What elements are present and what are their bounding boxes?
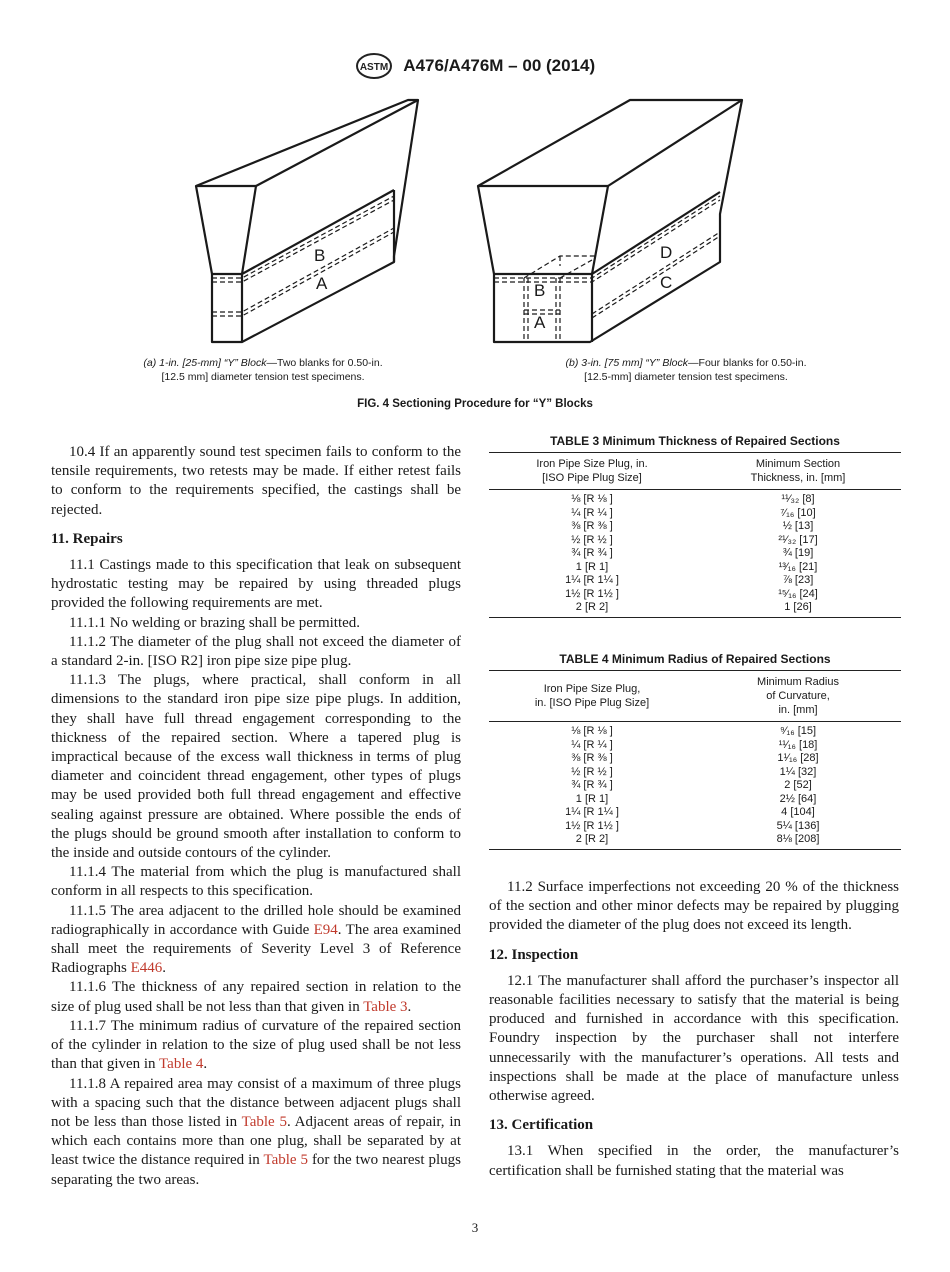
table-cell: 2 [R 2] (489, 601, 695, 617)
table-row (489, 793, 901, 807)
paragraph-11-1-5-text: 11.1.5 The area adjacent to the drilled hole should be examined radiographically in accordance with Guide (51, 902, 461, 938)
table-cell: ¹³⁄₁₆ [21] (778, 560, 818, 573)
table-cell: ¹⁵⁄₁₆ [24] (778, 587, 818, 600)
paragraph-10-4: 10.4 If an apparently sound test specimen fails to conform to the tensile requirements, two retests may be made. If either retest fails to conform to the requirements specified, the castings shall be rejected. (51, 444, 461, 518)
table-cell: 1 [R 1] (575, 560, 609, 573)
table-row (489, 752, 901, 766)
paragraph-11-1-8-text: 11.1.8 A repaired area may consist of a maximum of three plugs with a spacing such that the distance between adjacent plugs shall not be less than those listed in (51, 1075, 461, 1130)
table-cell: ¹¹⁄₁₆ [18] (778, 738, 818, 751)
table-cell: ⅛ [R ⅛ ] (571, 725, 613, 737)
caption-b-line2: [12.5-mm] diameter tension test specimens. (584, 371, 788, 383)
caption-b-title: 3-in. [75 mm] “Y” Block (581, 357, 689, 369)
paragraph-11-1-7-text: 11.1.7 The minimum radius of curvature of the repaired section of the cylinder in relation to the size of plug used shall be not less than that given in (51, 1017, 461, 1073)
table-cell: 1½ [R 1½ ] (565, 587, 619, 600)
table-4-header-plug (489, 671, 695, 722)
paragraph-13-1: 13.1 When specified in the order, the manufacturer’s certification shall be furnished stating that the material was (489, 1143, 899, 1179)
header-line: Iron Pipe Size Plug, in. (536, 458, 648, 470)
figure-title: FIG. 4 Sectioning Procedure for “Y” Blocks (357, 398, 593, 410)
paragraph-11-1-6-end: . (407, 998, 412, 1015)
header-line: [ISO Pipe Plug Size] (542, 472, 642, 484)
table-cell: ¾ [R ¾ ] (571, 547, 613, 559)
table-row (489, 507, 901, 521)
astm-logo-text: ASTM (359, 62, 389, 73)
table-cell: 4 [104] (781, 806, 815, 818)
table-cell: 1½ [R 1½ ] (565, 819, 619, 832)
paragraph-11-1-2: 11.1.2 The diameter of the plug shall not exceed the diameter of a standard 2-in. [ISO R2] iron pipe size pipe plug. (51, 633, 461, 670)
paragraph-11-1-5-text2: . The area examined shall meet the requirements of Severity Level 3 of Reference Radiographs (51, 921, 462, 977)
table-cell: 8⅛ [208] (695, 833, 901, 849)
link-table-4[interactable]: Table 4 (159, 1056, 204, 1073)
blank-c-label: C (660, 273, 673, 292)
table-cell: ½ [R ½ ] (571, 533, 613, 546)
caption-a-text: —Two blanks for 0.50-in. (266, 357, 383, 369)
header-line: Minimum Radius (757, 676, 839, 688)
paragraph-11-1-6-text: 11.1.6 The thickness of any repaired section in relation to the size of plug used shall be not less than that given in (51, 979, 461, 1015)
header-line: Minimum Section (755, 458, 841, 470)
table-row (489, 561, 901, 575)
table-cell: ⅞ [23] (782, 574, 814, 586)
link-e446[interactable]: E446 (130, 960, 163, 977)
table-cell: ½ [13] (782, 520, 814, 532)
table-row (489, 588, 901, 602)
table-cell: ⁹⁄₁₆ [15] (779, 725, 817, 737)
figure-panel-b (474, 96, 744, 348)
paragraph-11-1-6 (51, 978, 461, 1016)
table-3-header-thickness (695, 453, 901, 490)
table-cell: 1 [R 1] (575, 792, 609, 805)
paragraph-11-1-5-end: . (162, 960, 166, 977)
caption-panel-b (541, 356, 831, 384)
table-cell: ¼ [R ¼ ] (571, 738, 613, 751)
paragraph-12-1: 12.1 The manufacturer shall afford the purchaser’s inspector all reasonable facilities necessary to satisfy that the material is being produced and furnished in accordance with this specification. Foundry inspection by the purchaser shall not interfere unnecessarily with the manufacturer’s operations. All tests and inspections shall be made at the place of manufacture unless otherwise agreed. (489, 972, 899, 1105)
table-cell: 5¼ [136] (776, 819, 820, 832)
header-line: Thickness, in. [mm] (750, 472, 846, 484)
caption-a-label: (a) (143, 357, 157, 369)
table-cell: 2 [52] (784, 779, 812, 791)
paragraph-11-1-8-text2: . Adjacent areas of repair, in which each contains more than one plug, shall be separated by at least twice the distance required in (51, 1113, 461, 1169)
right-column (489, 878, 899, 1181)
table-cell: ¾ [R ¾ ] (571, 779, 613, 791)
section-heading-certification: 13. Certification (489, 1117, 594, 1134)
table-row (489, 601, 901, 617)
page-header (0, 52, 950, 80)
figure-panel-a (190, 96, 420, 348)
paragraph-11-1-8 (51, 1075, 461, 1190)
table-cell: ¾ [19] (782, 547, 814, 559)
paragraph-11-1: 11.1 Castings made to this specification that leak on subsequent hydrostatic testing may be repaired by using threaded plugs provided the following requirements are met. (51, 557, 461, 612)
blank-b-label: B (314, 246, 326, 265)
table-4-header-radius (695, 671, 901, 722)
paragraph-11-1-7 (51, 1017, 461, 1075)
table-row (489, 766, 901, 780)
table-row (489, 806, 901, 820)
table-3-header-plug (489, 453, 695, 490)
link-table-5[interactable]: Table 5 (241, 1113, 287, 1130)
paragraph-11-1-8-end: for the two nearest plugs separating the two areas. (51, 1152, 461, 1188)
table-cell: 2 [R 2] (489, 833, 695, 849)
table-4-grid (489, 670, 901, 850)
paragraph-11-1-7-end: . (203, 1056, 208, 1073)
caption-panel-a (118, 356, 408, 384)
table-row (489, 739, 901, 753)
table-row (489, 833, 901, 849)
table-row (489, 490, 901, 507)
table-row (489, 722, 901, 739)
table-cell: ⅜ [R ⅜ ] (571, 520, 613, 532)
caption-b-text: —Four blanks for 0.50-in. (688, 357, 807, 369)
left-column (51, 443, 461, 1190)
paragraph-11-2: 11.2 Surface imperfections not exceeding 20 % of the thickness of the section and other minor defects may be repaired by plugging provided the diameter of the plug does not exceed its length. (489, 879, 899, 934)
table-row (489, 520, 901, 534)
table-3-title: TABLE 3 Minimum Thickness of Repaired Sections (550, 434, 840, 448)
table-cell: ⁷⁄₁₆ [10] (780, 506, 816, 519)
table-cell: 1¼ [R 1¼ ] (565, 574, 619, 586)
link-table-5[interactable]: Table 5 (263, 1152, 308, 1169)
table-4 (489, 652, 901, 850)
table-3 (489, 434, 901, 618)
header-line: in. [mm] (778, 704, 818, 716)
table-row (489, 820, 901, 834)
table-cell: 2½ [64] (779, 792, 817, 805)
table-4-title: TABLE 4 Minimum Radius of Repaired Sections (559, 652, 831, 666)
table-cell: ²¹⁄₃₂ [17] (778, 533, 818, 546)
table-cell: 1¹⁄₁₆ [28] (777, 752, 819, 764)
caption-a-title: 1-in. [25-mm] “Y” Block (159, 357, 267, 369)
header-line: Iron Pipe Size Plug, (543, 683, 641, 695)
table-cell: 1¼ [32] (779, 765, 817, 778)
table-cell: 1¼ [R 1¼ ] (565, 806, 619, 818)
blank-b-label: B (534, 281, 546, 300)
link-table-3[interactable]: Table 3 (363, 998, 408, 1015)
table-3-grid (489, 452, 901, 618)
table-row (489, 779, 901, 793)
table-cell: ⅛ [R ⅛ ] (571, 493, 613, 505)
table-row (489, 574, 901, 588)
table-cell: ¼ [R ¼ ] (571, 506, 613, 519)
link-e94[interactable]: E94 (313, 921, 338, 938)
table-cell: ¹¹⁄₃₂ [8] (781, 493, 815, 505)
table-cell: 1 [26] (695, 601, 901, 617)
paragraph-11-1-5 (51, 902, 461, 979)
page-number: 3 (471, 1220, 479, 1235)
section-heading-repairs: 11. Repairs (51, 530, 123, 547)
table-row (489, 547, 901, 561)
caption-a-line2: [12.5 mm] diameter tension test specimens. (161, 371, 365, 383)
blank-a-label: A (534, 313, 546, 332)
astm-logo-icon (355, 52, 393, 80)
standard-designation: A476/A476M – 00 (2014) (403, 56, 596, 75)
table-cell: ⅜ [R ⅜ ] (571, 752, 613, 764)
caption-b-label: (b) (565, 357, 579, 369)
blank-a-label: A (316, 274, 328, 293)
paragraph-11-1-1: 11.1.1 No welding or brazing shall be permitted. (69, 614, 361, 631)
table-cell: ½ [R ½ ] (571, 765, 613, 778)
section-heading-inspection: 12. Inspection (489, 946, 579, 963)
header-line: in. [ISO Pipe Plug Size] (534, 697, 650, 709)
table-row (489, 534, 901, 548)
header-line: of Curvature, (766, 690, 830, 702)
paragraph-11-1-4: 11.1.4 The material from which the plug is manufactured shall conform in all respects to this specification. (51, 864, 461, 900)
blank-d-label: D (660, 243, 673, 262)
paragraph-11-1-3: 11.1.3 The plugs, where practical, shall conform in all dimensions to the standard iron pipe size pipe plugs. In addition, they shall have full thread engagement corresponding to the thickness of the repaired section. Where a tapered plug is impractical because of the excess wall thickness in terms of plug diameter and coincident thread engagement, other types of plugs may be used provided both full thread engagement and effective sealing against pressure are obtained. Where possible the ends of the plugs should be ground smooth after installation to conform to the inside and outside contours of the cylinder. (51, 672, 461, 862)
